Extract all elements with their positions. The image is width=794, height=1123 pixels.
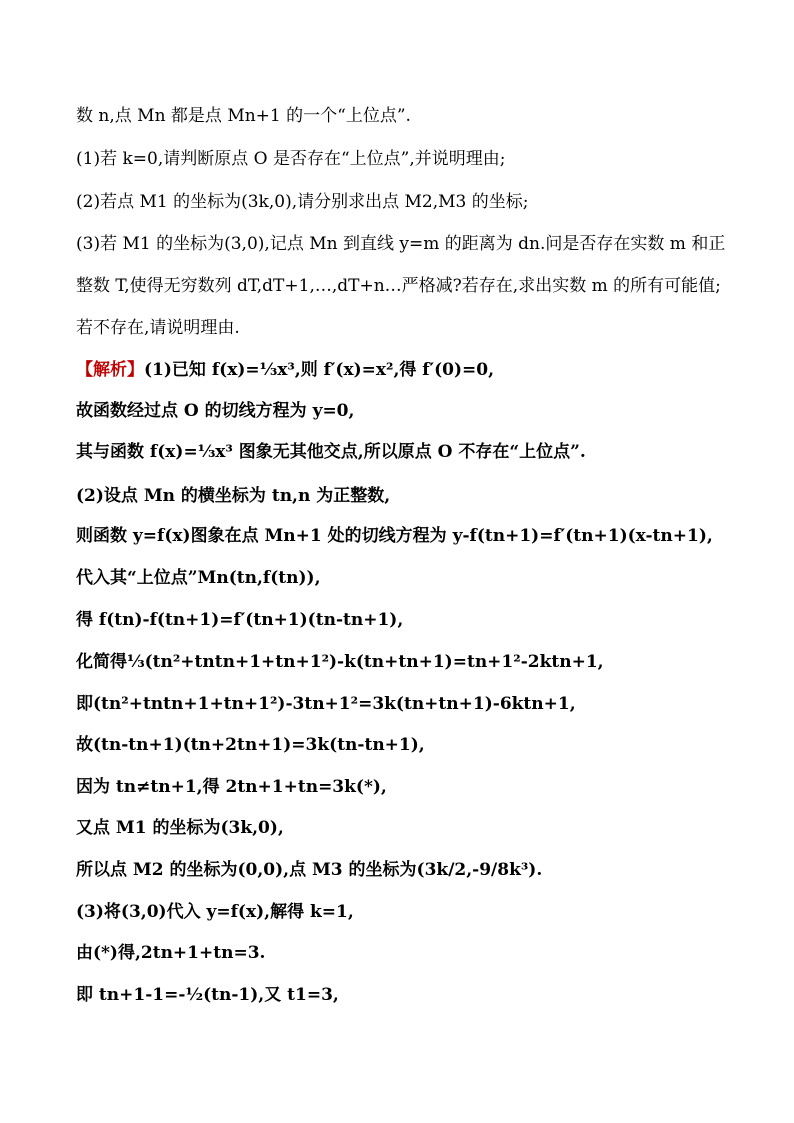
solution-line-6: 代入其“上位点”Mn(tn,f(tn)),: [76, 568, 321, 588]
problem-line-1: 数 n,点 Mn 都是点 Mn+1 的一个“上位点”.: [76, 106, 411, 126]
solution-line-13: 所以点 M2 的坐标为(0,0),点 M3 的坐标为(3k/2,-9/8k³).: [76, 860, 543, 880]
solution-line-2: 故函数经过点 O 的切线方程为 y=0,: [76, 401, 355, 421]
solution-text: (1)已知 f(x)=⅓x³,则 f′(x)=x²,得 f′(0)=0,: [144, 360, 495, 380]
solution-tag: 【解析】: [76, 360, 144, 380]
problem-part-3-line-3: 若不存在,请说明理由.: [76, 318, 240, 338]
solution-line-7: 得 f(tn)-f(tn+1)=f′(tn+1)(tn-tn+1),: [76, 610, 404, 630]
problem-part-3-line-1: (3)若 M1 的坐标为(3,0),记点 Mn 到直线 y=m 的距离为 dn.问是否存在实数 m 和正: [76, 234, 726, 254]
solution-line-12: 又点 M1 的坐标为(3k,0),: [76, 818, 284, 838]
problem-part-2: (2)若点 M1 的坐标为(3k,0),请分别求出点 M2,M3 的坐标;: [76, 192, 529, 212]
solution-line-15: 由(*)得,2tn+1+tn=3.: [76, 943, 266, 963]
solution-line-9: 即(tn²+tntn+1+tn+1²)-3tn+1²=3k(tn+tn+1)-6ktn+1,: [76, 694, 576, 714]
solution-line-10: 故(tn-tn+1)(tn+2tn+1)=3k(tn-tn+1),: [76, 735, 425, 755]
solution-line-11: 因为 tn≠tn+1,得 2tn+1+tn=3k(*),: [76, 777, 387, 797]
solution-line-16: 即 tn+1-1=-½(tn-1),又 t1=3,: [76, 985, 339, 1005]
problem-part-3-line-2: 整数 T,使得无穷数列 dT,dT+1,…,dT+n…严格减?若存在,求出实数 m 的所有可能值;: [76, 276, 721, 296]
problem-part-1: (1)若 k=0,请判断原点 O 是否存在“上位点”,并说明理由;: [76, 149, 506, 169]
solution-line-4: (2)设点 Mn 的横坐标为 tn,n 为正整数,: [76, 486, 391, 506]
solution-line-14: (3)将(3,0)代入 y=f(x),解得 k=1,: [76, 902, 354, 922]
solution-line-3: 其与函数 f(x)=⅓x³ 图象无其他交点,所以原点 O 不存在“上位点”.: [76, 442, 586, 462]
solution-line-1: [76, 358, 734, 382]
solution-line-5: 则函数 y=f(x)图象在点 Mn+1 处的切线方程为 y-f(tn+1)=f′(tn+1)(x-tn+1),: [76, 526, 713, 546]
solution-line-8: 化简得⅓(tn²+tntn+1+tn+1²)-k(tn+tn+1)=tn+1²-2ktn+1,: [76, 652, 604, 672]
